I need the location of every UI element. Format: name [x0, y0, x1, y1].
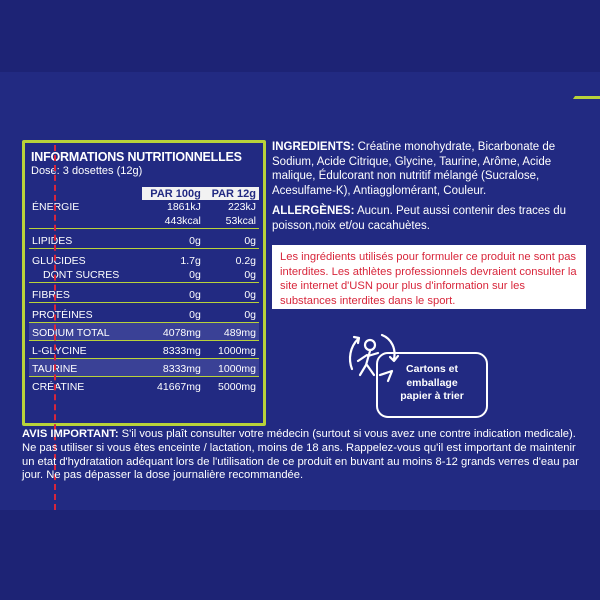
important-notice: [22, 428, 590, 483]
row-value-100g: 0g: [142, 268, 204, 283]
row-label: SODIUM TOTAL: [29, 323, 142, 341]
row-value-12g: 0.2g: [235, 255, 256, 267]
row-value-12g: 1000mg: [204, 341, 259, 359]
table-row: [29, 229, 259, 249]
row-label: GLUCIDES: [32, 255, 86, 267]
row-value-100g: 0g: [142, 229, 204, 249]
header-blank: [29, 187, 142, 200]
row-value-12g: 1000mg: [204, 359, 259, 377]
row-value-100g: 8333mg: [142, 359, 204, 377]
row-value-100g: 41667mg: [157, 381, 201, 393]
row-value-12g: 0g: [204, 303, 259, 323]
recycling-line-1: Cartons et: [406, 363, 458, 375]
row-label: PROTÉINES: [29, 303, 142, 323]
row-label: CRÉATINE: [32, 381, 85, 393]
top-band: [0, 0, 600, 72]
ingredients-text: Créatine monohydrate, Bicarbonate de Sodium, Acide Citrique, Glycine, Taurine, Arôme, Acide malique, Édulcorant non nutritif mélangé (Sucralose, Acesulfame-K), Antiagglomérant, Couleur.: [272, 141, 556, 197]
nutrition-header-row: [29, 187, 259, 200]
notice-text: S'il vous plaît consulter votre médecin (surtout si vous avez une contre indication medicale). Ne pas utiliser si vous êtes enceinte / lactation, moins de 18 ans. Rappelez-vous qu'il est important de maintenir un etat d'hydratation adéquant lors de l'utilisation de ce produit en buvant au moins 8-12 grands verres d'eau par jour. Ne pas dépasser la dose journalière recommandée.: [22, 428, 579, 482]
recycling-line-2: emballage: [406, 376, 458, 389]
row-value-12g: 0g: [204, 268, 259, 283]
recycling-label-box: [376, 352, 488, 418]
row-value-12g: 489mg: [204, 323, 259, 341]
allergens-text: Aucun. Peut aussi contenir des traces du poisson,noix et/ou cacahuètes.: [272, 205, 567, 232]
row-value-100g: 443kcal: [142, 214, 204, 229]
nutrition-panel: [22, 140, 266, 426]
ingredients-block: [272, 140, 582, 198]
row-label: FIBRES: [29, 283, 142, 303]
table-row: [29, 341, 259, 359]
header-per-12g: PAR 12g: [204, 187, 259, 200]
table-row: [29, 249, 259, 269]
table-row: [29, 377, 259, 395]
row-value-100g: 0g: [142, 283, 204, 303]
nutrition-table: [29, 187, 259, 394]
row-label: L-GLYCINE: [29, 341, 142, 359]
table-row: [29, 268, 259, 283]
row-value-12g: 0g: [204, 229, 259, 249]
nutrition-title: INFORMATIONS NUTRITIONNELLES: [31, 150, 242, 164]
row-value-100g: 1.7g: [180, 255, 201, 267]
row-value-100g: 0g: [142, 303, 204, 323]
row-label: ÉNERGIE: [32, 201, 80, 213]
row-value-100g: 4078mg: [142, 323, 204, 341]
row-label: [29, 214, 142, 229]
row-label: DONT SUCRES: [29, 268, 142, 283]
row-value-12g: 53kcal: [204, 214, 259, 229]
table-row: [29, 283, 259, 303]
doping-warning-box: Les ingrédients utilisés pour formuler ce produit ne sont pas interdites. Les athlètes professionnels devraient consulter la site internet d'USN pour plus d'information sur les substances interdites dans le sport.: [272, 245, 586, 309]
recycling-line-3: papier à trier: [400, 390, 464, 402]
row-label: LIPIDES: [29, 229, 142, 249]
table-row: [29, 214, 259, 229]
notice-heading: AVIS IMPORTANT:: [22, 428, 119, 440]
table-row: [29, 200, 259, 214]
row-value-100g: 1861kJ: [166, 201, 201, 213]
bottom-band: [0, 510, 600, 600]
allergens-block: [272, 204, 582, 233]
row-value-12g: 0g: [204, 283, 259, 303]
table-row: [29, 303, 259, 323]
nutrition-dose: Dose: 3 dosettes (12g): [31, 165, 143, 177]
row-value-100g: 8333mg: [142, 341, 204, 359]
row-value-12g: 223kJ: [227, 201, 256, 213]
allergens-heading: ALLERGÈNES:: [272, 205, 355, 217]
ingredients-heading: INGREDIENTS:: [272, 141, 355, 153]
row-value-12g: 5000mg: [218, 381, 256, 393]
header-per-100g: PAR 100g: [142, 187, 204, 200]
table-row: [29, 323, 259, 341]
table-row: [29, 359, 259, 377]
row-label: TAURINE: [29, 359, 142, 377]
